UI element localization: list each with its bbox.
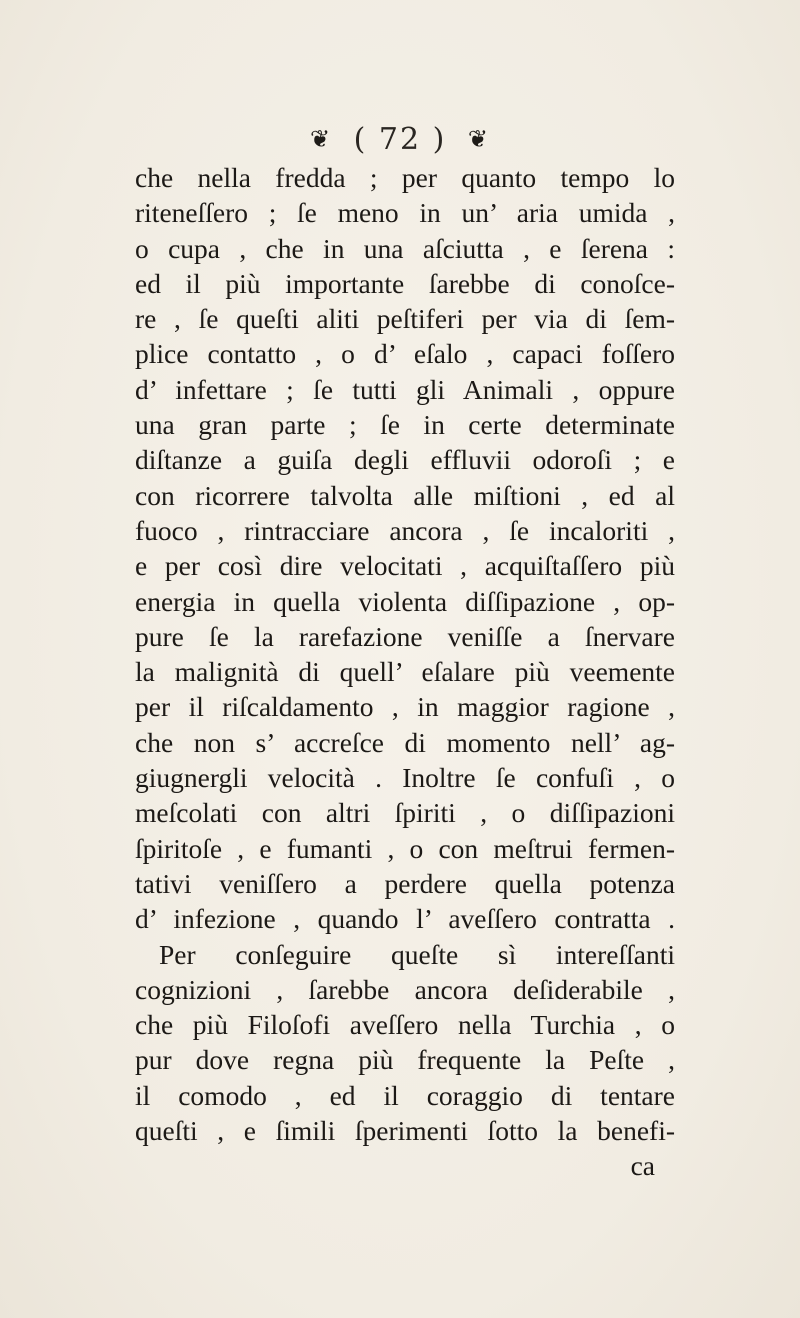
text-line: che non s’ accreſce di momento nell’ ag- — [135, 726, 675, 758]
catchword: ca — [630, 1150, 655, 1182]
text-line: pur dove regna più frequente la Peſte , — [135, 1044, 675, 1076]
text-line: meſcolati con altri ſpiriti , o diſſipazioni — [135, 797, 675, 829]
text-line: che nella fredda ; per quanto tempo lo — [135, 162, 675, 193]
fleuron-right-icon: ❦ — [467, 125, 490, 153]
text-line: o cupa , che in una aſciutta , e ſerena : — [135, 232, 675, 264]
text-line: diſtanze a guiſa degli effluvii odoroſi ; e — [135, 444, 675, 476]
text-line: ſpiritoſe , e fumanti , o con meſtrui fermen- — [135, 832, 675, 864]
text-line: fuoco , rintracciare ancora , ſe incaloriti , — [135, 514, 675, 546]
text-line: pure ſe la rarefazione veniſſe a ſnervare — [135, 620, 675, 652]
fleuron-left-icon: ❦ — [310, 125, 333, 153]
text-line: cognizioni , ſarebbe ancora deſiderabile , — [135, 973, 675, 1005]
text-line: plice contatto , o d’ eſalo , capaci foſſero — [135, 338, 675, 370]
text-line: queſti , e ſimili ſperimenti ſotto la benefi- — [135, 1115, 675, 1147]
paragraph-start-line: Per conſeguire queſte sì intereſſanti — [159, 938, 675, 970]
text-line: ed il più importante ſarebbe di conoſce- — [135, 267, 675, 299]
text-line: re , ſe queſti aliti peſtiferi per via di ſem- — [135, 303, 675, 335]
text-line: tativi veniſſero a perdere quella potenza — [135, 867, 675, 899]
text-line: giugnergli velocità . Inoltre ſe confuſi , o — [135, 762, 675, 794]
text-line: riteneſſero ; ſe meno in un’ aria umida , — [135, 197, 675, 229]
text-line: energia in quella violenta diſſipazione , op- — [135, 585, 675, 617]
text-line: d’ infettare ; ſe tutti gli Animali , oppure — [135, 373, 675, 405]
text-line: per il riſcaldamento , in maggior ragione , — [135, 691, 675, 723]
text-line: d’ infezione , quando l’ aveſſero contratta . — [135, 903, 675, 935]
text-line: con ricorrere talvolta alle miſtioni , ed al — [135, 479, 675, 511]
text-line: e per così dire velocitati , acquiſtaſſero più — [135, 550, 675, 582]
text-line: la malignità di quell’ eſalare più veemente — [135, 656, 675, 688]
page-header — [0, 120, 800, 157]
text-line: una gran parte ; ſe in certe determinate — [135, 409, 675, 441]
text-line: che più Filoſofi aveſſero nella Turchia , o — [135, 1009, 675, 1041]
body-text — [135, 160, 675, 1184]
text-line: il comodo , ed il coraggio di tentare — [135, 1079, 675, 1111]
page-number: ( 72 ) — [353, 121, 447, 157]
